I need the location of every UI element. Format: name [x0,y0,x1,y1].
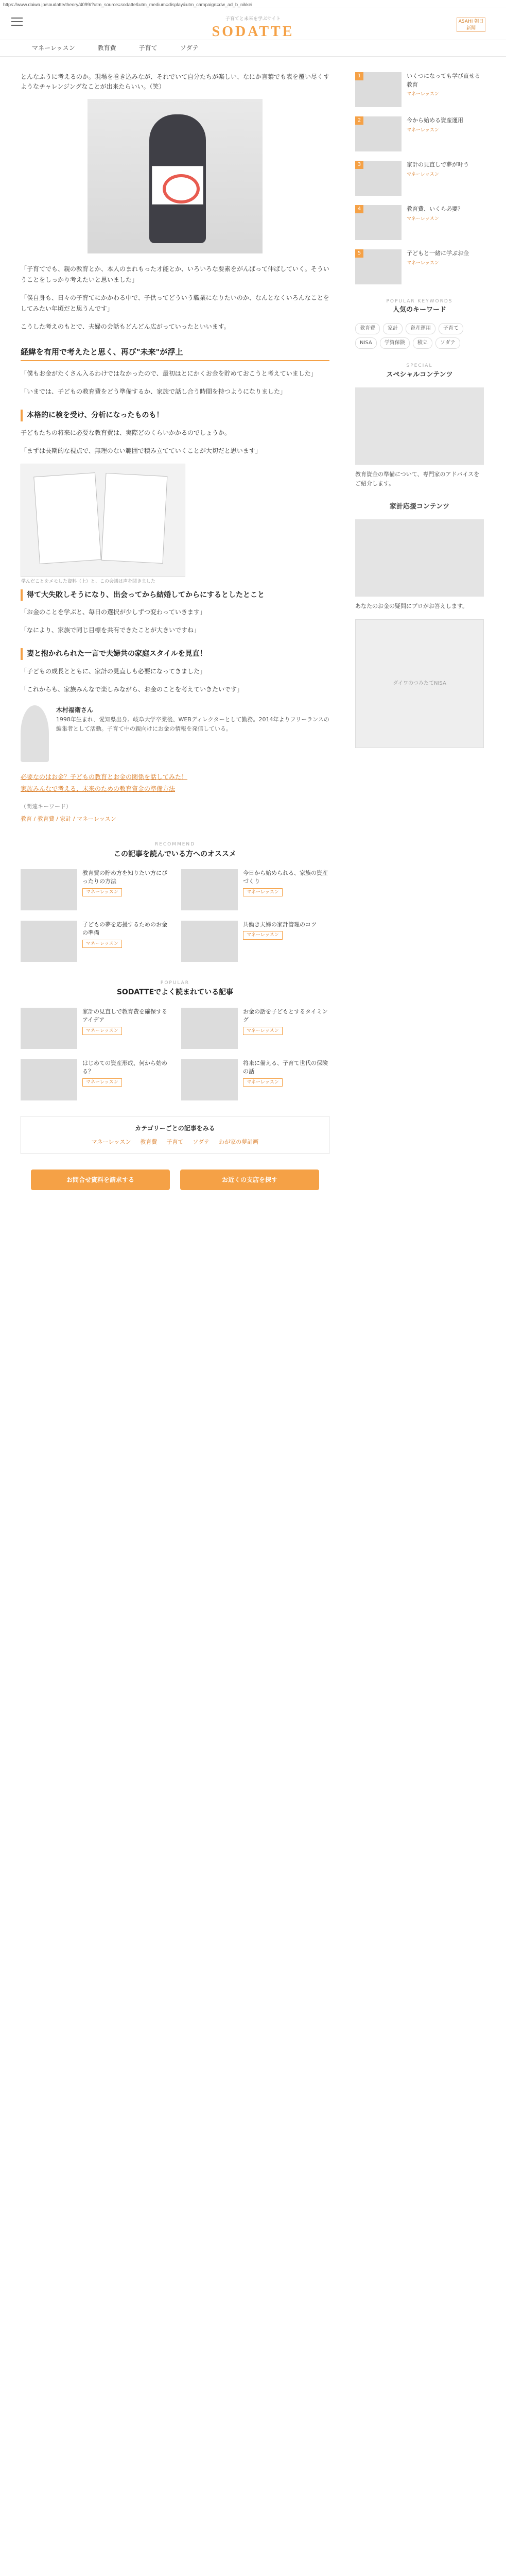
find-branch-button[interactable]: お近くの支店を探す [180,1170,319,1190]
related-links [21,772,329,794]
paragraph: 子どもたちの将来に必要な教育費は、実際どのくらいかかるのでしょうか。 [21,429,231,436]
ranking-item[interactable]: 2 今から始める資産運用 マネーレッスン [355,116,484,151]
url-bar: https://www.daiwa.jp/soudatte/theory/4099/?utm_source=sodatte&utm_medium=display&utm_campaign=dw_ad_b_nikkei [0,0,506,8]
paragraph: 「まずは長期的な視点で、無理のない範囲で積み立てていくことが大切だと思います」 [21,447,261,454]
paragraph: 「いまでは、子どもの教育費をどう準備するか、家族で話し合う時間を持つようになりました」 [21,388,287,396]
article-card[interactable]: 子どもの夢を応援するためのお金の準備 マネーレッスン [21,921,169,962]
category-link[interactable]: 教育費 [140,1138,158,1145]
document-photo [21,464,185,585]
article-card[interactable]: 教育費の貯め方を知りたい方にぴったりの方法 マネーレッスン [21,869,169,910]
related-link[interactable]: 必要なのはお金？子どもの教育とお金の関係を話してみた！ [21,773,188,781]
author-avatar [21,705,49,762]
author-bio: 1998年生まれ、愛知県出身。岐阜大学卒業後、WEBディレクターとして勤務。2014年よりフリーランスの編集者として活動。子育て中の親向けにお金の情報を発信している。 [56,716,329,733]
keyword-tag[interactable]: ソダテ [435,337,460,349]
article-thumbnail [21,1059,77,1100]
keyword-tag[interactable]: 教育費 [355,323,380,334]
paragraph: 「子どもの成長とともに、家計の見直しも必要になってきました」 [21,667,206,675]
section-heading: 経緯を有用で考えたと思く、再び"未来"が浮上 [21,346,329,361]
article-intro: とんなふうに考えるのか。現場を巻き込みなが、それでいて自分たちが楽しい、なにか言葉でも表を覆い尽くすようなチャレンジングなことが出来たらいい。（笑） [21,73,330,91]
site-header [0,8,506,40]
site-logo[interactable]: SODATTE [212,24,294,40]
article-card[interactable]: 将来に備える、子育て世代の保険の話 マネーレッスン [181,1059,329,1100]
ranking-item[interactable]: 3 家計の見直しで夢が叶う マネーレッスン [355,161,484,196]
nav-item-money-lesson[interactable]: マネーレッスン [32,44,75,52]
keyword-label: （関連キーワード） [21,803,72,810]
column-image[interactable] [355,519,484,597]
keyword-tag[interactable]: 家計 [383,323,403,334]
subsection-heading: 本格的に検を受け、分析になったものも！ [21,410,329,421]
article-card[interactable]: 共働き夫婦の家計管理のコツ マネーレッスン [181,921,329,962]
column-heading: 家計応援コンテンツ [389,502,450,511]
keyword-tags[interactable]: 教育 / 教育費 / 家計 / マネーレッスン [21,815,116,822]
keyword-tag[interactable]: 積立 [413,337,432,349]
subsection-heading: 妻と抱かれられた一言で夫婦共の家庭スタイルを見直！ [21,648,329,659]
author-box [21,705,329,762]
article-photo [88,99,263,253]
paragraph: 「お金のことを学ぶと、毎日の選択が少しずつ変わっていきます」 [21,608,206,616]
author-name: 木村福衛さん [56,706,93,714]
article-card[interactable]: 家計の見直しで教育費を確保するアイデア マネーレッスン [21,1008,169,1049]
nav-item-sodate[interactable]: ソダテ [180,44,199,52]
keyword-tag[interactable]: NISA [355,337,377,349]
paragraph: 「僕自身も、日々の子育てにかかわる中で、子供ってどういう職業になりたいのか、なんとなくいろんなことをしてみたい年頃だと思うんです」 [21,294,329,313]
paragraph: 「これからも、家族みんなで楽しみながら、お金のことを考えていきたいです」 [21,685,243,693]
paragraph: こうした考えのもとで、夫婦の会話もどんどん広がっていったといいます。 [21,323,230,331]
category-heading: カテゴリーごとの記事をみる [135,1124,215,1132]
keyword-tag[interactable]: 学資保険 [380,337,410,349]
article-card[interactable]: お金の話を子どもとするタイミング マネーレッスン [181,1008,329,1049]
category-link[interactable]: わが家の夢計画 [219,1138,259,1145]
ranking-item[interactable]: 5 子どもと一緒に学ぶお金 マネーレッスン [355,249,484,284]
nav-item-education[interactable]: 教育費 [97,44,116,52]
subsection-heading: 得て大失敗しそうになり、出会ってから結婚してからにするとしたとこと [21,589,329,601]
paragraph: 「子育てでも、親の教育とか、本人のまれもった才能とか、いろいろな要素をがんばって伸ばしていく。そういうことをしっかり考えたいと思いました」 [21,265,329,284]
recommend-heading: RECOMMEND この記事を読んでいる方へのオススメ [114,842,236,858]
recommend-grid [21,869,329,962]
category-link[interactable]: マネーレッスン [91,1138,131,1145]
article [21,72,329,1211]
document-photo-caption: 学んだことをメモした資料（上）と、この会議は声を聞きました [21,579,156,585]
ad-banner[interactable]: ダイワのつみたてNISA [355,619,484,748]
article-card[interactable]: 今日から始められる、家族の資産づくり マネーレッスン [181,869,329,910]
keyword-list [355,323,484,349]
article-thumbnail [181,1008,238,1049]
partner-logo[interactable]: ASAHI 朝日新聞 [457,18,485,32]
category-link[interactable]: 子育て [166,1138,184,1145]
nav-item-parenting[interactable]: 子育て [138,44,158,52]
special-text: 教育資金の準備について、専門家のアドバイスをご紹介します。 [355,471,480,487]
logo-subtitle: 子育てと未来を学ぶサイト [225,16,281,22]
paragraph: 「僕もお金がたくさん入るわけではなかったので、最初はとにかくお金を貯めておこうと考えていました」 [21,370,317,378]
column-text: あなたのお金の疑問にプロがお答えします。 [355,603,468,610]
article-thumbnail [21,921,77,962]
keywords-heading: POPULAR KEYWORDS 人気のキーワード [386,299,453,314]
keyword-tag[interactable]: 資産運用 [406,323,435,334]
article-card[interactable]: はじめての資産形成、何から始める？ マネーレッスン [21,1059,169,1100]
article-thumbnail [181,869,238,910]
sidebar [355,72,484,1211]
request-materials-button[interactable]: お問合せ資料を請求する [31,1170,170,1190]
related-link[interactable]: 家族みんなで考える、未来のための教育資金の準備方法 [21,785,176,792]
popular-heading: POPULAR SODATTEでよく読まれている記事 [116,980,234,997]
article-thumbnail [181,921,238,962]
article-thumbnail [21,869,77,910]
cta-buttons [21,1170,329,1190]
special-heading: SPECIAL スペシャルコンテンツ [386,363,453,379]
ranking-item[interactable]: 1 いくつになっても学び直せる教育 マネーレッスン [355,72,484,107]
category-link[interactable]: ソダテ [193,1138,210,1145]
category-box [21,1116,329,1155]
popular-grid [21,1008,329,1100]
ranking-item[interactable]: 4 教育費、いくら必要？ マネーレッスン [355,205,484,240]
keyword-tag[interactable]: 子育て [439,323,463,334]
special-image[interactable] [355,387,484,465]
article-thumbnail [21,1008,77,1049]
paragraph: 「なにより、家族で同じ目標を共有できたことが大きいですね」 [21,626,200,634]
article-thumbnail [181,1059,238,1100]
